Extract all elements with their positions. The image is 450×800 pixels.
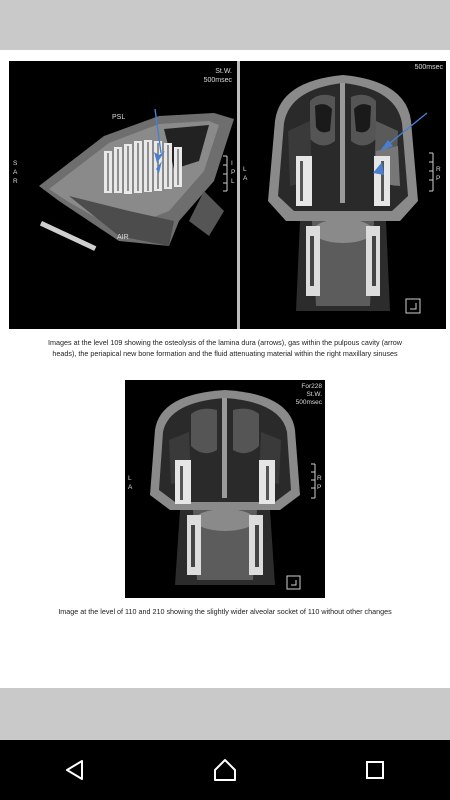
figure-2-image — [125, 380, 325, 598]
ct-coronal-panel — [240, 61, 446, 329]
back-button[interactable] — [45, 740, 105, 800]
fig2-orient-left-1: L — [128, 475, 132, 482]
recents-icon — [364, 759, 386, 781]
right-orient-left-2: A — [243, 175, 248, 182]
orient-right-2: P — [231, 169, 236, 176]
orient-left-3: R — [13, 178, 18, 185]
system-navigation-bar — [0, 740, 450, 800]
left-corner-line2: 500msec — [203, 77, 232, 84]
orient-right-1: I — [231, 160, 233, 167]
orient-left-2: A — [13, 169, 18, 176]
ct-sagittal-panel — [9, 61, 237, 329]
figure-2-caption: Image at the level of 110 and 210 showing the slightly wider alveolar socket of 110 without other changes — [58, 607, 392, 616]
left-corner-line1: St.W. — [215, 68, 232, 75]
figure-1-image — [9, 61, 446, 329]
orient-left-1: S — [13, 160, 18, 167]
orient-right-3: L — [231, 178, 235, 185]
document-page[interactable] — [0, 50, 450, 688]
recents-button[interactable] — [345, 740, 405, 800]
right-corner-text: 500msec — [414, 64, 443, 71]
fig2-orient-right-2: P — [317, 484, 322, 491]
fig2-corner-line3: 500msec — [295, 399, 322, 406]
home-icon — [212, 757, 238, 783]
right-orient-left-1: L — [243, 166, 247, 173]
label-psl: PSL — [112, 114, 126, 121]
label-air: AIR — [117, 234, 129, 241]
bottom-bar — [0, 688, 450, 740]
home-button[interactable] — [195, 740, 255, 800]
fig2-orient-right-1: R — [317, 475, 322, 482]
fig2-corner-line2: St.W. — [306, 391, 322, 398]
top-bar — [0, 0, 450, 50]
right-orient-right-2: P — [436, 175, 441, 182]
fig2-corner-line1: For228 — [301, 383, 322, 390]
back-icon — [63, 758, 87, 782]
figure-1-caption: Images at the level 109 showing the osteolysis of the lamina dura (arrows), gas within the pulpous cavity (arrow heads), the periapical new bone formation and the fluid attenuating material within the right maxillary sinuses — [48, 338, 402, 358]
right-orient-right-1: R — [436, 166, 441, 173]
fig2-orient-left-2: A — [128, 484, 133, 491]
